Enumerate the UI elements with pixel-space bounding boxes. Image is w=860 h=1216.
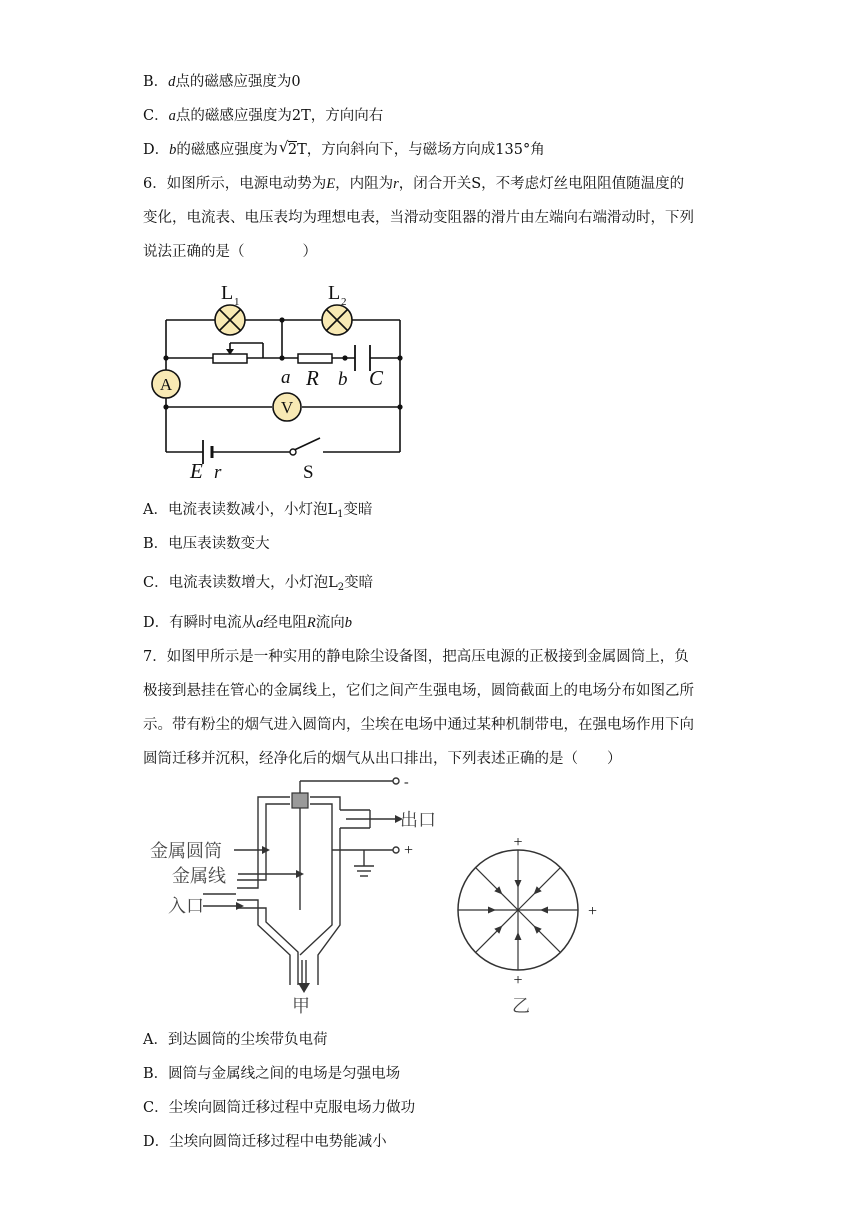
q6-stem-line3: 说法正确的是（ ）	[143, 244, 317, 260]
label-inlet: 入口	[168, 896, 204, 917]
label-yi: 乙	[512, 996, 530, 1017]
q6-option-d: D．有瞬时电流从a经电阻R流向b	[143, 615, 352, 631]
q7-stem-line1: 7．如图甲所示是一种实用的静电除尘设备图，把高压电源的正极接到金属圆筒上，负	[143, 649, 689, 665]
label-a: a	[281, 367, 291, 388]
q7-stem-line3: 示。带有粉尘的烟气进入圆筒内，尘埃在电场中通过某种机制带电，在强电场作用下向	[143, 717, 694, 733]
q6-option-c: C．电流表读数增大，小灯泡$L_2$变暗	[143, 575, 374, 593]
label-l2: L	[328, 282, 341, 304]
field-arrow-icon	[515, 932, 522, 940]
label-l2-sub: 2	[341, 296, 347, 308]
sqrt-expression: √ 2	[278, 138, 298, 158]
label-b: b	[338, 369, 348, 390]
label-c: C	[369, 366, 384, 390]
ammeter-icon	[152, 370, 180, 398]
label-r-resistor: R	[306, 366, 319, 390]
q5-option-d: D．b的磁感应强度为 √ 2T，方向斜向下，与磁场方向成135°角	[143, 138, 545, 158]
circuit-diagram	[140, 276, 420, 486]
label-outlet: 出口	[400, 810, 436, 831]
field-arrow-icon	[515, 880, 522, 888]
q7-option-d: D．尘埃向圆筒迁移过程中电势能减小	[143, 1134, 387, 1150]
q7-option-b: B．圆筒与金属线之间的电场是匀强电场	[143, 1066, 401, 1082]
label-plus-terminal: +	[404, 842, 414, 859]
voltmeter-icon	[273, 393, 301, 421]
q5-option-c: C．a点的磁感应强度为2T，方向向右	[143, 108, 384, 124]
label-s: S	[303, 462, 314, 483]
field-cross-section	[458, 850, 578, 970]
var-a: a	[168, 108, 176, 124]
q7-option-a: A．到达圆筒的尘埃带负电荷	[143, 1032, 328, 1048]
q6-option-a: A．电流表读数减小，小灯泡$L_1$变暗	[143, 502, 373, 520]
field-arrow-icon	[540, 907, 548, 914]
precipitator-figure	[140, 775, 620, 1025]
label-l1: L	[221, 282, 234, 304]
var-d: d	[168, 74, 176, 90]
q6-option-b: B．电压表读数变大	[143, 536, 270, 552]
field-arrow-icon	[488, 907, 496, 914]
label-r-internal: r	[214, 462, 222, 483]
label-plus-right: +	[588, 903, 598, 920]
q7-stem-line2: 极接到悬挂在管心的金属线上，它们之间产生强电场，圆筒截面上的电场分布如图乙所	[143, 683, 694, 699]
label-e: E	[190, 459, 203, 483]
q5-option-b: B．d点的磁感应强度为0	[143, 74, 301, 90]
label-wire: 金属线	[172, 866, 226, 887]
label-jia: 甲	[292, 996, 310, 1017]
q7-stem-line4: 圆筒迁移并沉积，经净化后的烟气从出口排出，下列表述正确的是（ ）	[143, 751, 622, 767]
label-minus: -	[404, 775, 409, 790]
lamp-l1-icon	[215, 305, 245, 335]
q6-stem-line2: 变化，电流表、电压表均为理想电表，当滑动变阻器的滑片由左端向右端滑动时，下列	[143, 210, 694, 226]
label-plus-bottom: +	[513, 972, 523, 989]
var-b: b	[169, 142, 177, 158]
svg-text:V: V	[280, 398, 294, 417]
label-cylinder: 金属圆筒	[150, 841, 222, 862]
label-l1-sub: 1	[234, 296, 240, 308]
q6-stem-line1: 6．如图所示，电源电动势为E，内阻为r，闭合开关S，不考虑灯丝电阻阻值随温度的	[143, 176, 685, 192]
q7-option-c: C．尘埃向圆筒迁移过程中克服电场力做功	[143, 1100, 416, 1116]
label-plus-top: +	[513, 834, 523, 851]
lamp-l2-icon	[322, 305, 352, 335]
svg-text:A: A	[159, 375, 173, 394]
